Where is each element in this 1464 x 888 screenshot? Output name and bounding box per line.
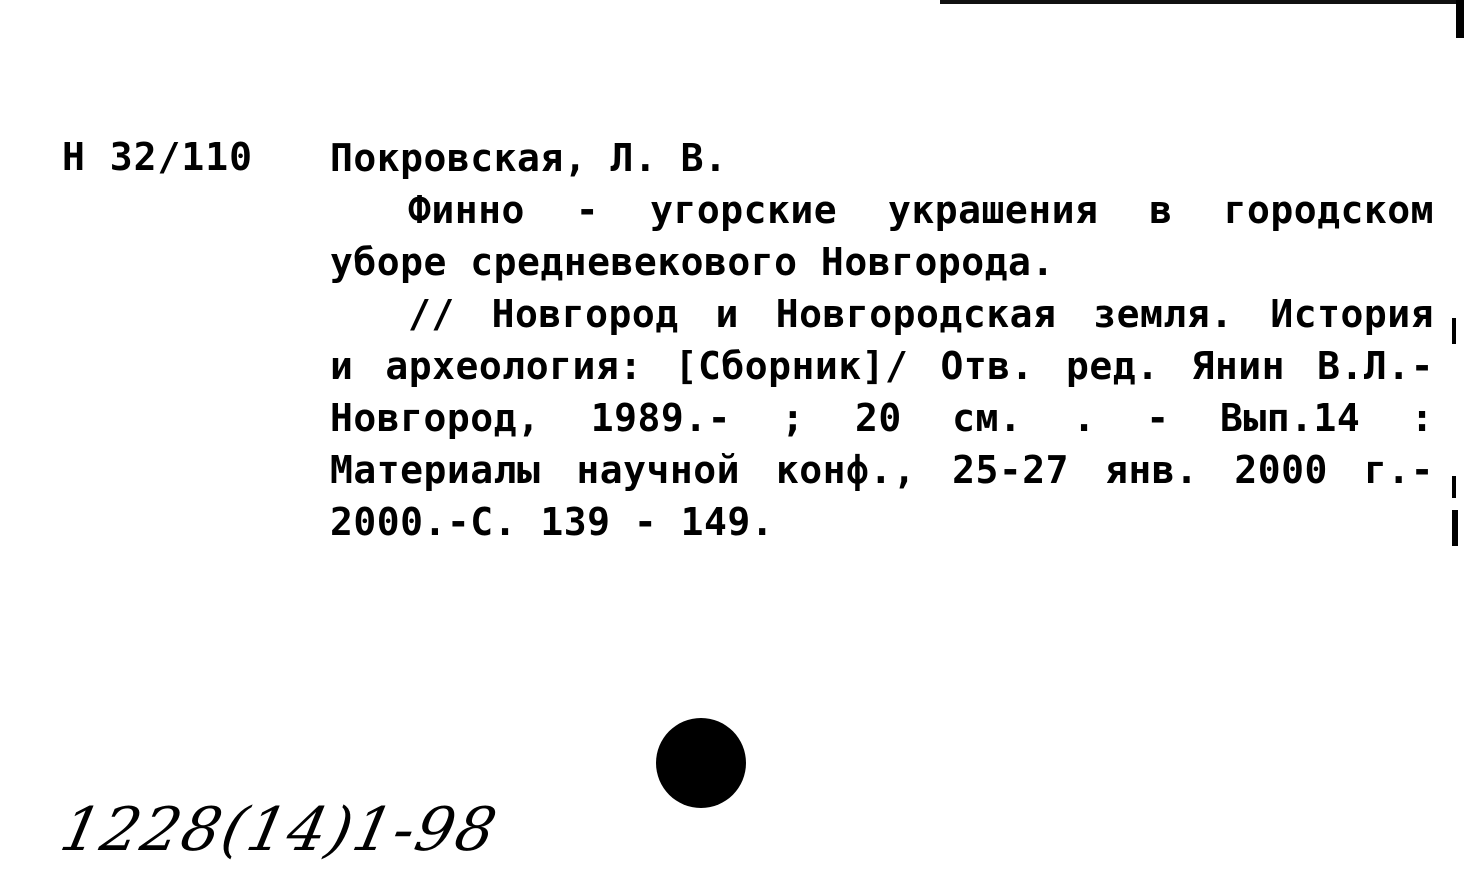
title-line-1: Финно - угорские украшения в городском	[408, 188, 1434, 232]
scan-speck	[1452, 510, 1458, 546]
scan-speck	[1452, 318, 1456, 344]
source-line-1: // Новгород и Новгородская земля. История	[408, 292, 1434, 336]
shelfmark: Н 32/110	[62, 135, 254, 179]
source-line-3: Новгород, 1989.- ; 20 см. . - Вып.14 :	[330, 396, 1434, 440]
author-line: Покровская, Л. В.	[330, 136, 728, 180]
pages-line: 2000.-С. 139 - 149.	[330, 500, 775, 544]
card-right-edge	[1456, 0, 1464, 38]
source-line-2: и археология: [Сборник]/ Отв. ред. Янин В.Л.-	[330, 344, 1434, 388]
card-punch-hole	[656, 718, 746, 808]
bibliographic-entry	[330, 132, 1434, 548]
source-line-4: Материалы научной конф., 25-27 янв. 2000 г.-	[330, 448, 1434, 492]
title-line-2: уборе средневекового Новгорода.	[330, 240, 1055, 284]
card-top-edge	[940, 0, 1464, 4]
scan-speck	[1452, 476, 1456, 498]
handwritten-inventory-number: 1228(14)1-98	[54, 795, 505, 865]
